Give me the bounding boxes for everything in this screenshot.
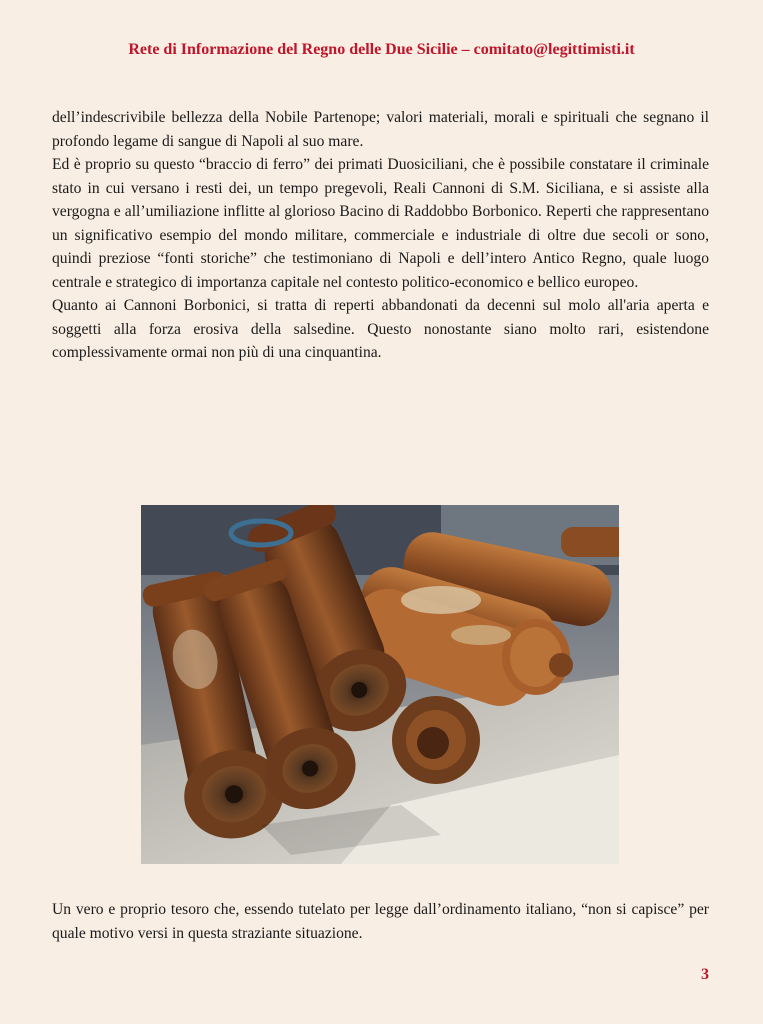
body-text	[52, 106, 709, 365]
paragraph-2: Ed è proprio su questo “braccio di ferro” dei primati Duosiciliani, che è possibile constatare il criminale stato in cui versano i resti dei, un tempo pregevoli, Reali Cannoni di S.M. Siciliana, e si assiste alla vergogna e all’umiliazione inflitte al glorioso Bacino di Raddobbo Borbonico. Reperti che rappresentano un significativo esempio del mondo militare, commerciale e industriale di oltre due secoli or sono, quindi preziose “fonti storiche” che testimoniano di Napoli e dell’intero Antico Regno, quale luogo centrale e strategico di importanza capitale nel contesto politico-economico e bellico europeo.	[52, 156, 709, 291]
closing-text	[52, 898, 709, 945]
paragraph-3: Quanto ai Cannoni Borbonici, si tratta di reperti abbandonati da decenni sul molo all'aria aperta e soggetti alla forza erosiva della salsedine. Questo nonostante siano molto rari, esistendone complessivamente ormai non più di una cinquantina.	[52, 297, 709, 361]
paragraph-1: dell’indescrivibile bellezza della Nobile Partenope; valori materiali, morali e spirituali che segnano il profondo legame di sangue di Napoli al suo mare.	[52, 109, 709, 150]
page-number: 3	[701, 966, 709, 983]
rusted-cannons-photo	[141, 505, 619, 864]
closing-paragraph: Un vero e proprio tesoro che, essendo tutelato per legge dall’ordinamento italiano, “non si capisce” per quale motivo versi in questa straziante situazione.	[52, 901, 709, 942]
page-header: Rete di Informazione del Regno delle Due Sicilie – comitato@legittimisti.it	[128, 41, 635, 58]
